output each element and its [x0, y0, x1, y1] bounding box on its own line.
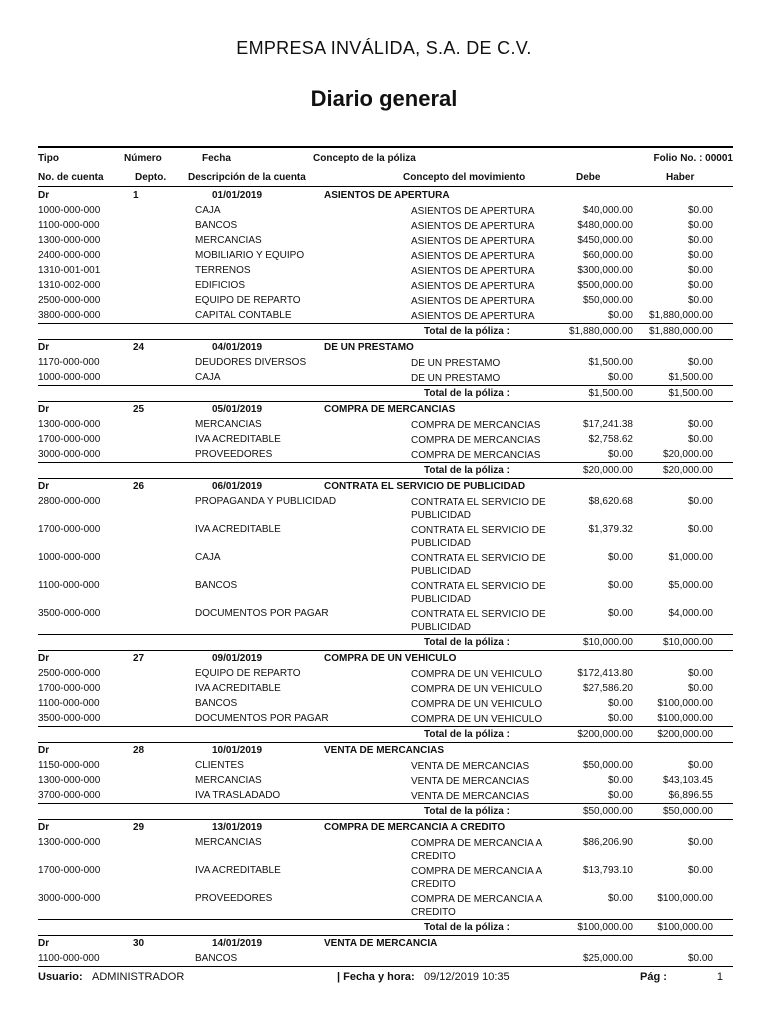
poliza-concepto: VENTA DE MERCANCIA [324, 938, 438, 949]
account-description: CAJA [195, 205, 221, 216]
account-description: DOCUMENTOS POR PAGAR [195, 713, 329, 724]
movement-row [38, 606, 733, 634]
poliza-header-row [38, 188, 733, 203]
movement-row [38, 835, 733, 863]
movement-concept: ASIENTOS DE APERTURA [411, 266, 535, 277]
debit-amount: $27,586.20 [582, 683, 633, 694]
col-fecha: Fecha [202, 153, 231, 164]
movement-row [38, 711, 733, 726]
movement-row [38, 263, 733, 278]
credit-amount: $1,000.00 [668, 552, 713, 563]
debit-amount: $13,793.10 [582, 865, 633, 876]
col-tipo: Tipo [38, 153, 59, 164]
credit-amount: $0.00 [687, 668, 713, 679]
credit-amount: $100,000.00 [657, 713, 713, 724]
footer-page: 1 [716, 971, 723, 983]
account-description: CAJA [195, 372, 221, 383]
debit-amount: $0.00 [607, 372, 633, 383]
movement-concept: ASIENTOS DE APERTURA [411, 206, 535, 217]
credit-amount: $100,000.00 [657, 893, 713, 904]
movement-concept: COMPRA DE UN VEHICULO [411, 669, 543, 680]
poliza-fecha: 10/01/2019 [212, 745, 263, 756]
credit-amount: $0.00 [687, 434, 713, 445]
movement-row [38, 248, 733, 263]
credit-amount: $1,500.00 [668, 372, 713, 383]
debit-amount: $0.00 [607, 310, 633, 321]
account-description: IVA ACREDITABLE [195, 683, 281, 694]
movement-row [38, 355, 733, 370]
col-haber: Haber [666, 172, 695, 183]
account-number: 1100-000-000 [38, 698, 100, 709]
credit-amount: $100,000.00 [657, 698, 713, 709]
debit-amount: $17,241.38 [582, 419, 633, 430]
account-number: 1170-000-000 [38, 357, 100, 368]
poliza-fecha: 13/01/2019 [212, 822, 263, 833]
account-number: 1100-000-000 [38, 953, 100, 964]
movement-row [38, 308, 733, 323]
poliza-total-row [38, 634, 733, 650]
poliza-tipo: Dr [38, 481, 50, 492]
movement-row [38, 758, 733, 773]
total-label: Total de la póliza : [424, 806, 510, 817]
total-credit: $1,880,000.00 [649, 326, 713, 337]
movement-concept: CONTRATA EL SERVICIO DE PUBLICIDAD [411, 497, 546, 521]
poliza-tipo: Dr [38, 745, 50, 756]
poliza-fecha: 05/01/2019 [212, 404, 263, 415]
movement-concept: COMPRA DE UN VEHICULO [411, 699, 543, 710]
poliza-total-row [38, 726, 733, 742]
account-number: 1000-000-000 [38, 372, 101, 383]
col-concepto-movimiento: Concepto del movimiento [403, 172, 526, 183]
poliza-total-row [38, 462, 733, 478]
col-debe: Debe [576, 172, 601, 183]
total-debit: $100,000.00 [577, 922, 633, 933]
footer-user: ADMINISTRADOR [92, 971, 185, 983]
debit-amount: $40,000.00 [582, 205, 633, 216]
movement-concept: CONTRATA EL SERVICIO DE PUBLICIDAD [411, 581, 546, 605]
credit-amount: $0.00 [687, 280, 713, 291]
debit-amount: $0.00 [607, 893, 633, 904]
credit-amount: $0.00 [687, 220, 713, 231]
credit-amount: $0.00 [687, 295, 713, 306]
poliza-fecha: 06/01/2019 [212, 481, 263, 492]
account-description: BANCOS [195, 580, 238, 591]
total-label: Total de la póliza : [424, 465, 510, 476]
account-description: MERCANCIAS [195, 837, 262, 848]
movement-concept: VENTA DE MERCANCIAS [411, 791, 530, 802]
movement-concept: VENTA DE MERCANCIAS [411, 761, 530, 772]
col-cuenta: No. de cuenta [38, 172, 104, 183]
debit-amount: $0.00 [607, 608, 633, 619]
account-description: TERRENOS [195, 265, 251, 276]
total-label: Total de la póliza : [424, 637, 510, 648]
col-descripcion: Descripción de la cuenta [188, 172, 306, 183]
account-number: 1150-000-000 [38, 760, 100, 771]
debit-amount: $0.00 [607, 775, 633, 786]
debit-amount: $86,206.90 [582, 837, 633, 848]
account-description: EQUIPO DE REPARTO [195, 668, 301, 679]
account-number: 1310-002-000 [38, 280, 101, 291]
credit-amount: $0.00 [687, 250, 713, 261]
account-description: EQUIPO DE REPARTO [195, 295, 301, 306]
total-credit: $100,000.00 [657, 922, 713, 933]
movement-row [38, 863, 733, 891]
footer-date: 09/12/2019 10:35 [424, 971, 510, 983]
movement-row [38, 293, 733, 308]
total-label: Total de la póliza : [424, 729, 510, 740]
debit-amount: $0.00 [607, 790, 633, 801]
poliza-fecha: 14/01/2019 [212, 938, 263, 949]
account-description: IVA TRASLADADO [195, 790, 281, 801]
movement-concept: ASIENTOS DE APERTURA [411, 221, 535, 232]
debit-amount: $0.00 [607, 449, 633, 460]
account-number: 1300-000-000 [38, 235, 101, 246]
credit-amount: $0.00 [687, 837, 713, 848]
debit-amount: $0.00 [607, 713, 633, 724]
account-description: MERCANCIAS [195, 419, 262, 430]
poliza-numero: 24 [133, 342, 145, 353]
poliza-tipo: Dr [38, 653, 50, 664]
poliza-header-row [38, 339, 733, 355]
poliza-header-row [38, 935, 733, 951]
poliza-total-row [38, 385, 733, 401]
movement-row [38, 278, 733, 293]
header-bottom-rule [38, 186, 733, 187]
credit-amount: $0.00 [687, 265, 713, 276]
credit-amount: $0.00 [687, 524, 713, 535]
account-description: DEUDORES DIVERSOS [195, 357, 307, 368]
poliza-fecha: 09/01/2019 [212, 653, 263, 664]
debit-amount: $0.00 [607, 580, 633, 591]
debit-amount: $50,000.00 [582, 295, 633, 306]
account-description: IVA ACREDITABLE [195, 524, 281, 535]
credit-amount: $0.00 [687, 357, 713, 368]
total-credit: $10,000.00 [662, 637, 713, 648]
debit-amount: $300,000.00 [577, 265, 633, 276]
page-footer [38, 966, 733, 983]
poliza-header-row [38, 819, 733, 835]
journal-body [38, 188, 733, 966]
poliza-numero: 26 [133, 481, 145, 492]
poliza-numero: 29 [133, 822, 145, 833]
account-description: EDIFICIOS [195, 280, 246, 291]
movement-concept: COMPRA DE UN VEHICULO [411, 714, 543, 725]
total-debit: $1,880,000.00 [569, 326, 633, 337]
account-number: 1700-000-000 [38, 865, 101, 876]
total-debit: $50,000.00 [582, 806, 633, 817]
movement-row [38, 233, 733, 248]
account-number: 1310-001-001 [38, 265, 101, 276]
col-numero: Número [124, 153, 162, 164]
credit-amount: $43,103.45 [662, 775, 713, 786]
account-number: 1700-000-000 [38, 524, 101, 535]
movement-row [38, 891, 733, 919]
movement-row [38, 773, 733, 788]
footer-user-label: Usuario: [38, 971, 83, 983]
movement-concept: COMPRA DE MERCANCIA A CREDITO [411, 866, 542, 890]
account-description: CAPITAL CONTABLE [195, 310, 292, 321]
poliza-header-row [38, 478, 733, 494]
debit-amount: $25,000.00 [582, 953, 633, 964]
credit-amount: $0.00 [687, 496, 713, 507]
poliza-tipo: Dr [38, 938, 50, 949]
account-description: CAJA [195, 552, 221, 563]
account-number: 1300-000-000 [38, 775, 101, 786]
movement-row [38, 681, 733, 696]
account-number: 2800-000-000 [38, 496, 101, 507]
poliza-total-row [38, 803, 733, 819]
total-credit: $200,000.00 [657, 729, 713, 740]
poliza-concepto: VENTA DE MERCANCIAS [324, 745, 445, 756]
account-number: 3000-000-000 [38, 449, 101, 460]
account-number: 1300-000-000 [38, 419, 101, 430]
movement-row [38, 447, 733, 462]
movement-concept: COMPRA DE UN VEHICULO [411, 684, 543, 695]
total-debit: $200,000.00 [577, 729, 633, 740]
movement-row [38, 370, 733, 385]
debit-amount: $0.00 [607, 552, 633, 563]
debit-amount: $480,000.00 [577, 220, 633, 231]
account-description: DOCUMENTOS POR PAGAR [195, 608, 329, 619]
movement-row [38, 951, 733, 966]
account-number: 1100-000-000 [38, 220, 100, 231]
total-credit: $50,000.00 [662, 806, 713, 817]
total-label: Total de la póliza : [424, 922, 510, 933]
poliza-concepto: COMPRA DE UN VEHICULO [324, 653, 457, 664]
debit-amount: $2,758.62 [588, 434, 633, 445]
account-description: BANCOS [195, 698, 238, 709]
total-label: Total de la póliza : [424, 388, 510, 399]
poliza-numero: 27 [133, 653, 145, 664]
movement-concept: ASIENTOS DE APERTURA [411, 281, 535, 292]
movement-row [38, 696, 733, 711]
total-debit: $20,000.00 [582, 465, 633, 476]
movement-concept: VENTA DE MERCANCIAS [411, 776, 530, 787]
total-credit: $20,000.00 [662, 465, 713, 476]
account-description: PROVEEDORES [195, 449, 273, 460]
movement-row [38, 578, 733, 606]
folio-number: Folio No. : 00001 [653, 153, 733, 164]
movement-concept: COMPRA DE MERCANCIAS [411, 420, 541, 431]
poliza-concepto: DE UN PRESTAMO [324, 342, 414, 353]
total-label: Total de la póliza : [424, 326, 510, 337]
credit-amount: $5,000.00 [668, 580, 713, 591]
movement-row [38, 432, 733, 447]
movement-concept: CONTRATA EL SERVICIO DE PUBLICIDAD [411, 525, 546, 549]
poliza-fecha: 01/01/2019 [212, 190, 263, 201]
poliza-concepto: ASIENTOS DE APERTURA [324, 190, 450, 201]
movement-concept: COMPRA DE MERCANCIAS [411, 435, 541, 446]
account-description: PROVEEDORES [195, 893, 273, 904]
movement-concept: DE UN PRESTAMO [411, 358, 501, 369]
account-number: 2400-000-000 [38, 250, 101, 261]
debit-amount: $50,000.00 [582, 760, 633, 771]
poliza-concepto: CONTRATA EL SERVICIO DE PUBLICIDAD [324, 481, 526, 492]
poliza-header-row [38, 401, 733, 417]
debit-amount: $0.00 [607, 698, 633, 709]
total-debit: $1,500.00 [588, 388, 633, 399]
account-description: BANCOS [195, 220, 238, 231]
account-description: MERCANCIAS [195, 775, 262, 786]
movement-row [38, 218, 733, 233]
total-credit: $1,500.00 [668, 388, 713, 399]
account-description: IVA ACREDITABLE [195, 434, 281, 445]
account-number: 3700-000-000 [38, 790, 101, 801]
poliza-tipo: Dr [38, 190, 50, 201]
debit-amount: $1,500.00 [588, 357, 633, 368]
account-number: 1300-000-000 [38, 837, 101, 848]
total-debit: $10,000.00 [582, 637, 633, 648]
poliza-header-row [38, 742, 733, 758]
credit-amount: $0.00 [687, 953, 713, 964]
debit-amount: $450,000.00 [577, 235, 633, 246]
account-description: MOBILIARIO Y EQUIPO [195, 250, 305, 261]
account-number: 1000-000-000 [38, 205, 101, 216]
credit-amount: $0.00 [687, 235, 713, 246]
poliza-numero: 30 [133, 938, 145, 949]
movement-concept: ASIENTOS DE APERTURA [411, 311, 535, 322]
movement-row [38, 666, 733, 681]
movement-row [38, 494, 733, 522]
credit-amount: $0.00 [687, 865, 713, 876]
poliza-fecha: 04/01/2019 [212, 342, 263, 353]
account-number: 3500-000-000 [38, 713, 101, 724]
poliza-tipo: Dr [38, 822, 50, 833]
credit-amount: $4,000.00 [668, 608, 713, 619]
account-description: MERCANCIAS [195, 235, 262, 246]
credit-amount: $20,000.00 [662, 449, 713, 460]
movement-concept: CONTRATA EL SERVICIO DE PUBLICIDAD [411, 553, 546, 577]
poliza-tipo: Dr [38, 404, 50, 415]
credit-amount: $6,896.55 [668, 790, 713, 801]
account-number: 1700-000-000 [38, 683, 101, 694]
credit-amount: $0.00 [687, 683, 713, 694]
poliza-numero: 28 [133, 745, 145, 756]
credit-amount: $0.00 [687, 205, 713, 216]
poliza-tipo: Dr [38, 342, 50, 353]
movement-row [38, 788, 733, 803]
movement-concept: ASIENTOS DE APERTURA [411, 236, 535, 247]
poliza-total-row [38, 919, 733, 935]
poliza-numero: 1 [133, 190, 139, 201]
report-title: Diario general [310, 86, 458, 111]
debit-amount: $172,413.80 [577, 668, 633, 679]
credit-amount: $1,880,000.00 [649, 310, 713, 321]
movement-row [38, 417, 733, 432]
movement-row [38, 203, 733, 218]
poliza-total-row [38, 323, 733, 339]
movement-concept: ASIENTOS DE APERTURA [411, 251, 535, 262]
debit-amount: $500,000.00 [577, 280, 633, 291]
account-number: 2500-000-000 [38, 668, 101, 679]
movement-row [38, 522, 733, 550]
poliza-numero: 25 [133, 404, 145, 415]
poliza-concepto: COMPRA DE MERCANCIAS [324, 404, 456, 415]
movement-concept: ASIENTOS DE APERTURA [411, 296, 535, 307]
account-description: CLIENTES [195, 760, 244, 771]
account-number: 1100-000-000 [38, 580, 100, 591]
debit-amount: $60,000.00 [582, 250, 633, 261]
account-description: PROPAGANDA Y PUBLICIDAD [195, 496, 337, 507]
movement-row [38, 550, 733, 578]
col-depto: Depto. [135, 172, 167, 183]
account-number: 3500-000-000 [38, 608, 101, 619]
account-number: 1700-000-000 [38, 434, 101, 445]
account-description: IVA ACREDITABLE [195, 865, 281, 876]
account-number: 3800-000-000 [38, 310, 101, 321]
company-name: EMPRESA INVÁLIDA, S.A. DE C.V. [236, 38, 532, 58]
account-number: 3000-000-000 [38, 893, 101, 904]
poliza-header-row [38, 650, 733, 666]
credit-amount: $0.00 [687, 419, 713, 430]
account-number: 2500-000-000 [38, 295, 101, 306]
movement-concept: COMPRA DE MERCANCIAS [411, 450, 541, 461]
header-top-rule [38, 146, 733, 148]
credit-amount: $0.00 [687, 760, 713, 771]
poliza-concepto: COMPRA DE MERCANCIA A CREDITO [324, 822, 506, 833]
account-description: BANCOS [195, 953, 238, 964]
movement-concept: CONTRATA EL SERVICIO DE PUBLICIDAD [411, 609, 546, 633]
col-concepto-poliza: Concepto de la póliza [313, 153, 416, 164]
footer-date-label: | Fecha y hora: [337, 971, 415, 983]
movement-concept: COMPRA DE MERCANCIA A CREDITO [411, 838, 542, 862]
footer-page-label: Pág : [640, 971, 667, 983]
debit-amount: $1,379.32 [588, 524, 633, 535]
movement-concept: DE UN PRESTAMO [411, 373, 501, 384]
movement-concept: COMPRA DE MERCANCIA A CREDITO [411, 894, 542, 918]
account-number: 1000-000-000 [38, 552, 101, 563]
debit-amount: $8,620.68 [588, 496, 633, 507]
